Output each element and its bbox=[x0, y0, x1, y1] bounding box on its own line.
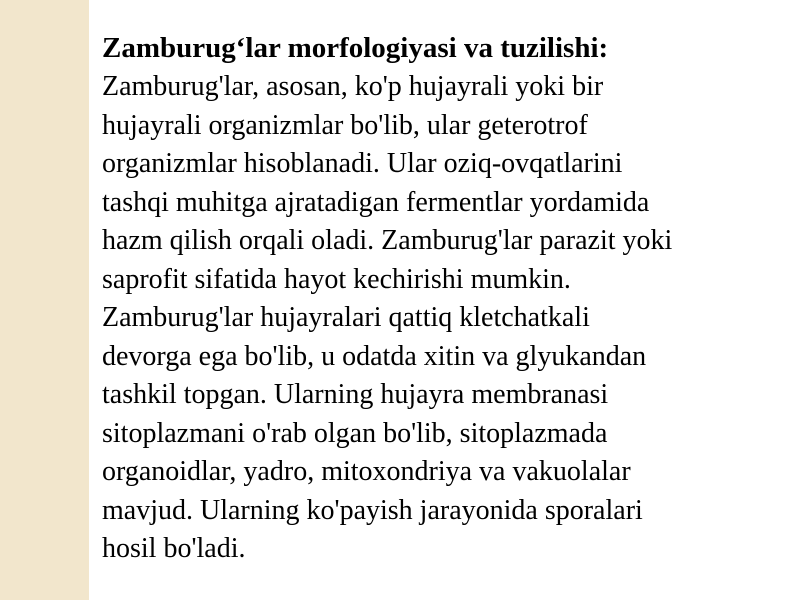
slide-body-text: Zamburug'lar, asosan, ko'p hujayrali yoki bir hujayrali organizmlar bo'lib, ular geterotrof organizmlar hisoblanadi. Ular oziq-ovqatlarini tashqi muhitga ajratadigan fermentlar yordamida hazm qilish orqali oladi. Zamburug'lar parazit yoki saprofit sifatida hayot kechirishi mumkin. Zamburug'lar hujayralari qattiq kletchatkali devorga ega bo'lib, u odatda xitin va glyukandan tashkil topgan. Ularning hujayra membranasi sitoplazmani o'rab olgan bo'lib, sitoplazmada organoidlar, yadro, mitoxondriya va vakuolalar mavjud. Ularning ko'payish jarayonida sporalari hosil bo'ladi. bbox=[102, 71, 673, 564]
left-decorative-band bbox=[0, 0, 89, 600]
slide-title: Zamburug‘lar morfologiyasi va tuzilishi: bbox=[102, 32, 609, 64]
slide-content bbox=[102, 28, 792, 569]
